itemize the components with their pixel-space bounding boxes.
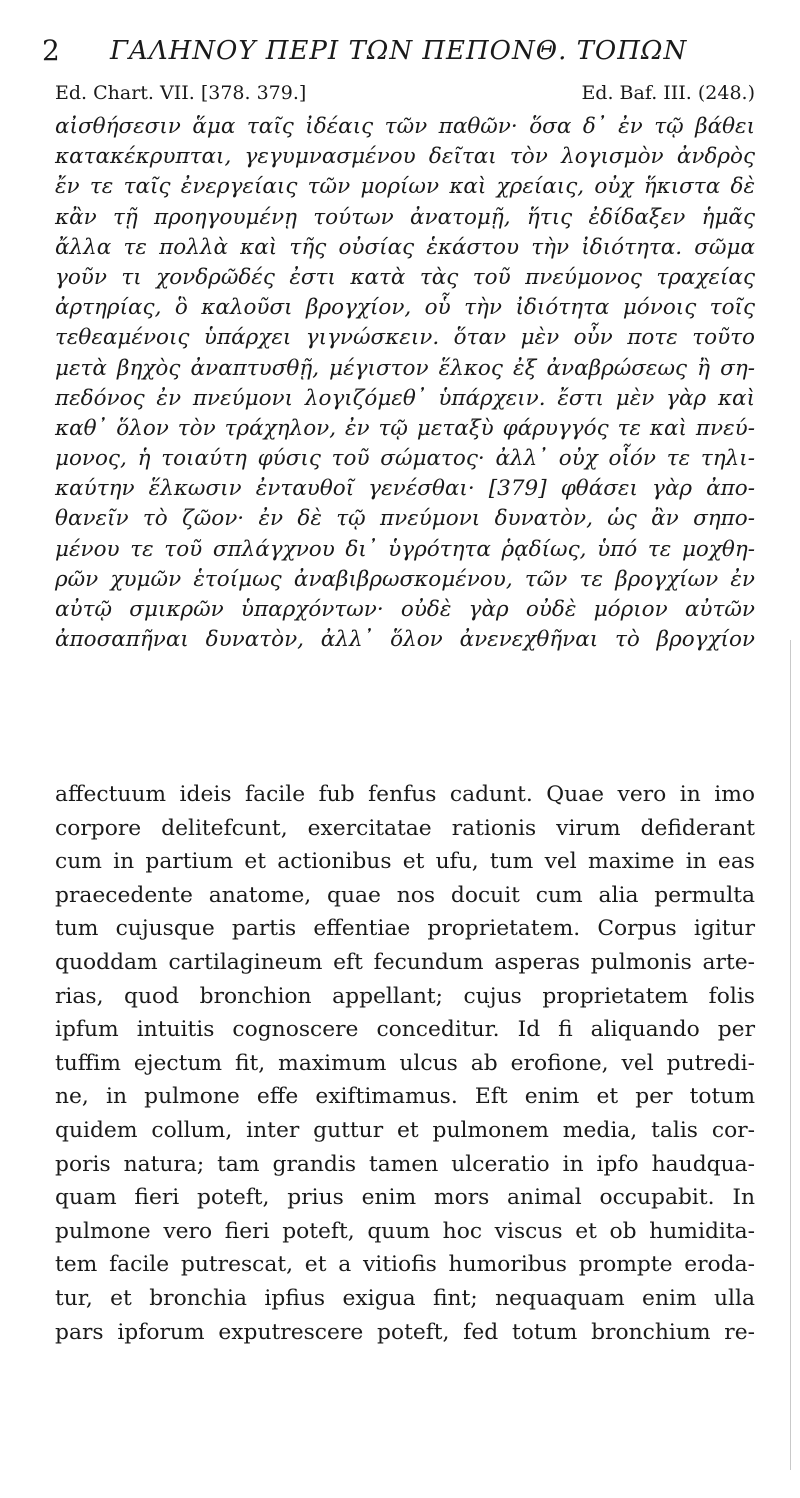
greek-line: κατακέκρυπται, γεγυμνασμένου δεῖται τὸν λογισμὸν ἀνδρὸς <box>55 144 755 170</box>
latin-text-block <box>55 778 755 1349</box>
latin-line: tum cujusque partis effentiae proprietatem. Corpus igitur <box>55 916 755 942</box>
greek-line: μετὰ βηχὸς ἀναπτυσθῇ, μέγιστον ἕλκος ἐξ ἀναβρώσεως ἢ ση- <box>55 355 755 381</box>
greek-line: ἀποσαπῆναι δυνατὸν, ἀλλ᾽ ὅλον ἀνενεχθῆναι τὸ βρογχίον <box>55 627 755 653</box>
latin-line: pars ipforum exputrescere poteft, fed totum bronchium re- <box>55 1319 755 1345</box>
greek-line: αἰσθήσεσιν ἅμα ταῖς ἰδέαις τῶν παθῶν· ὅσα δ᾽ ἐν τῷ βάθει <box>55 114 755 139</box>
latin-line: quoddam cartilagineum eft fecundum asperas pulmonis arte- <box>55 949 755 975</box>
latin-line: cum in partium et actionibus et ufu, tum vel maxime in eas <box>55 849 755 875</box>
edition-chartier: Ed. Chart. VII. [378. 379.] <box>55 82 307 104</box>
latin-line: praecedente anatome, quae nos docuit cum alia permulta <box>55 882 755 908</box>
greek-line: καθ᾽ ὅλον τὸν τράχηλον, ἐν τῷ μεταξὺ φάρυγγός τε καὶ πνεύ- <box>55 415 755 441</box>
greek-line: γοῦν τι χονδρῶδές ἐστι κατὰ τὰς τοῦ πνεύμονος τραχείας <box>55 264 755 290</box>
latin-line: tem facile putrescat, et a vitiofis humoribus prompte eroda- <box>55 1252 755 1278</box>
latin-line: rias, quod bronchion appellant; cujus proprietatem folis <box>55 983 755 1009</box>
greek-line: ρῶν χυμῶν ἑτοίμως ἀναβιβρωσκομένου, τῶν τε βρογχίων ἐν <box>55 566 755 592</box>
edition-basel: Ed. Baf. III. (248.) <box>581 82 755 104</box>
greek-line: καύτην ἕλκωσιν ἐνταυθοῖ γενέσθαι· [379] φθάσει γὰρ ἀπο- <box>55 476 755 502</box>
page-header <box>40 30 760 70</box>
latin-line: quam fieri poteft, prius enim mors animal occupabit. In <box>55 1185 755 1211</box>
page-number: 2 <box>42 34 60 67</box>
greek-line: ἄλλα τε πολλὰ καὶ τῆς οὐσίας ἑκάστου τὴν ἰδιότητα. σῶμα <box>55 234 755 260</box>
latin-line: tur, et bronchia ipfius exigua fint; nequaquam enim ulla <box>55 1285 755 1311</box>
greek-line: θανεῖν τὸ ζῶον· ἐν δὲ τῷ πνεύμονι δυνατὸν, ὡς ἂν σηπο- <box>55 506 755 532</box>
greek-line: κἂν τῇ προηγουμένῃ τούτων ἀνατομῇ, ἥτις ἐδίδαξεν ἡμᾶς <box>55 204 755 230</box>
greek-line: τεθεαμένοις ὑπάρχει γιγνώσκειν. ὅταν μὲν οὖν ποτε τοῦτο <box>55 325 755 351</box>
edition-reference-line <box>55 82 755 112</box>
latin-line: poris natura; tam grandis tamen ulceratio in ipfo haudqua- <box>55 1151 755 1177</box>
greek-line: μονος, ἡ τοιαύτη φύσις τοῦ σώματος· ἀλλ᾽ οὐχ οἷόν τε τηλι- <box>55 446 755 472</box>
greek-line: αὐτῷ σμικρῶν ὑπαρχόντων· οὐδὲ γὰρ οὐδὲ μόριον αὐτῶν <box>55 597 755 622</box>
running-title: ΓΑΛΗΝΟΥ ΠΕΡΙ ΤΩΝ ΠΕΠΟΝΘ. ΤΟΠΩΝ <box>110 36 688 66</box>
latin-line: quidem collum, inter guttur et pulmonem media, talis cor- <box>55 1117 755 1143</box>
greek-line: μένου τε τοῦ σπλάγχνου δι᾽ ὑγρότητα ῥᾳδίως, ὑπό τε μοχθη- <box>55 536 755 562</box>
greek-line: πεδόνος ἐν πνεύμονι λογιζόμεθ᾽ ὑπάρχειν. ἔστι μὲν γὰρ καὶ <box>55 385 755 411</box>
greek-line: ἔν τε ταῖς ἐνεργείαις τῶν μορίων καὶ χρείαις, οὐχ ἥκιστα δὲ <box>55 174 755 200</box>
latin-line: ne, in pulmone effe exiftimamus. Eft enim et per totum <box>55 1084 755 1110</box>
greek-line: ἀρτηρίας, ὃ καλοῦσι βρογχίον, οὗ τὴν ἰδιότητα μόνοις τοῖς <box>55 295 755 321</box>
latin-line: pulmone vero fieri poteft, quum hoc viscus et ob humidita- <box>55 1218 755 1244</box>
latin-line: ipfum intuitis cognoscere conceditur. Id fi aliquando per <box>55 1017 755 1043</box>
page-edge-line <box>790 640 791 1470</box>
greek-text-block <box>55 112 755 655</box>
latin-line: corpore delitefcunt, exercitatae rationis virum defiderant <box>55 815 755 841</box>
latin-line: affectuum ideis facile fub fenfus cadunt. Quae vero in imo <box>55 782 755 807</box>
latin-line: tuffim ejectum fit, maximum ulcus ab erofione, vel putredi- <box>55 1050 755 1076</box>
